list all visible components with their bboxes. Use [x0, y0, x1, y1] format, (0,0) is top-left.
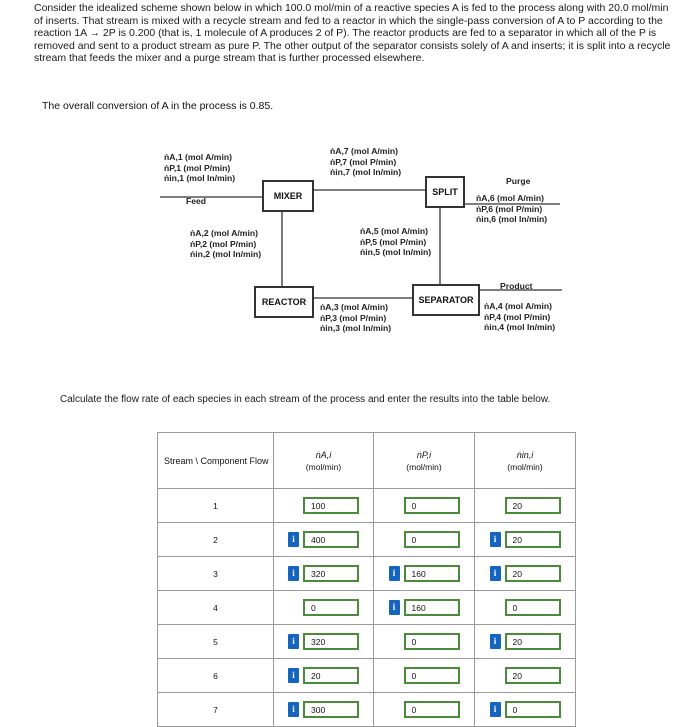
flow-cell-p	[374, 523, 475, 557]
stream7-label: ṅA,7 (mol A/min) ṅP,7 (mol P/min) ṅin,7 (mol In/min)	[330, 146, 402, 177]
flow-cell-a	[274, 523, 374, 557]
cell-wrapper	[475, 633, 575, 650]
cell-wrapper	[475, 667, 575, 684]
flow-input-a-stream-5[interactable]	[303, 633, 359, 650]
split-unit: SPLIT	[425, 176, 465, 208]
cell-wrapper	[475, 531, 575, 548]
flow-cell-a	[274, 659, 374, 693]
stream1-label: ṅA,1 (mol A/min) ṅP,1 (mol P/min) ṅin,1 (mol In/min)	[164, 152, 236, 183]
flow-cell-a	[274, 625, 374, 659]
flow-cell-in	[475, 659, 576, 693]
flow-input-in-stream-1[interactable]	[505, 497, 561, 514]
flow-cell-p	[374, 557, 475, 591]
flow-input-a-stream-4[interactable]	[303, 599, 359, 616]
col-header-p: ṅP,i (mol/min)	[374, 433, 475, 489]
table-row	[158, 625, 576, 659]
cell-wrapper	[475, 497, 575, 514]
info-icon[interactable]: i	[288, 668, 299, 683]
cell-wrapper	[274, 599, 373, 616]
stream2-label: ṅA,2 (mol A/min) ṅP,2 (mol P/min) ṅin,2 (mol In/min)	[190, 228, 262, 259]
overall-conversion-text: The overall conversion of A in the process is 0.85.	[42, 100, 274, 112]
info-icon[interactable]: i	[389, 566, 400, 581]
flow-input-in-stream-7[interactable]	[505, 701, 561, 718]
info-icon[interactable]: i	[389, 600, 400, 615]
flow-input-in-stream-4[interactable]	[505, 599, 561, 616]
info-icon[interactable]: i	[490, 702, 501, 717]
cell-wrapper	[274, 565, 373, 582]
flow-cell-a	[274, 557, 374, 591]
col-header-in: ṅin,i (mol/min)	[475, 433, 576, 489]
table-row	[158, 591, 576, 625]
cell-wrapper	[374, 565, 474, 582]
flow-cell-in	[475, 557, 576, 591]
stream-number: 6	[158, 659, 274, 693]
flow-cell-in	[475, 591, 576, 625]
flow-cell-p	[374, 489, 475, 523]
flow-input-p-stream-7[interactable]	[404, 701, 460, 718]
cell-wrapper	[374, 531, 474, 548]
cell-wrapper	[274, 531, 373, 548]
flow-input-in-stream-5[interactable]	[505, 633, 561, 650]
problem-text: Consider the idealized scheme shown below in which 100.0 mol/min of a reactive species A is fed to the process along with 20.0 mol/min of inserts. That stream is mixed with a recycle stream and fed to a reactor in which the single-pass conversion of A to P according to the reaction 1A → 2P is 0.200 (that is, 1 molecule of A produces 2 of P). The reactor products are fed to a separator in which all of the P is removed and sent to a product stream as pure P. The other output of the separator consists solely of A and inserts; it is split into a recycle stream that feeds the mixer and a purge stream that is further processed elsewhere.	[34, 2, 671, 65]
info-icon[interactable]: i	[490, 532, 501, 547]
flow-input-p-stream-3[interactable]	[404, 565, 460, 582]
corner-header: Stream \ Component Flow	[158, 433, 274, 489]
table-row	[158, 557, 576, 591]
cell-wrapper	[274, 497, 373, 514]
stream-number: 3	[158, 557, 274, 591]
cell-wrapper	[374, 667, 474, 684]
cell-wrapper	[274, 667, 373, 684]
purge-label: Purge	[506, 176, 531, 186]
instruction-text: Calculate the flow rate of each species in each stream of the process and enter the results into the table below.	[60, 394, 551, 405]
flow-input-in-stream-3[interactable]	[505, 565, 561, 582]
flow-input-p-stream-6[interactable]	[404, 667, 460, 684]
info-icon[interactable]: i	[288, 566, 299, 581]
mixer-unit: MIXER	[262, 180, 314, 212]
flow-input-p-stream-5[interactable]	[404, 633, 460, 650]
info-icon[interactable]: i	[288, 702, 299, 717]
cell-wrapper	[374, 599, 474, 616]
separator-unit: SEPARATOR	[412, 284, 480, 316]
stream-number: 5	[158, 625, 274, 659]
reactor-unit: REACTOR	[254, 286, 314, 318]
stream-number: 2	[158, 523, 274, 557]
table-row	[158, 489, 576, 523]
flow-input-in-stream-6[interactable]	[505, 667, 561, 684]
flow-table-body	[158, 489, 576, 727]
flow-cell-a	[274, 489, 374, 523]
flow-input-a-stream-3[interactable]	[303, 565, 359, 582]
stream3-label: ṅA,3 (mol A/min) ṅP,3 (mol P/min) ṅin,3 (mol In/min)	[320, 302, 392, 333]
flow-cell-in	[475, 625, 576, 659]
flow-input-p-stream-1[interactable]	[404, 497, 460, 514]
stream-number: 4	[158, 591, 274, 625]
flow-cell-a	[274, 591, 374, 625]
cell-wrapper	[475, 599, 575, 616]
flow-cell-a	[274, 693, 374, 727]
table-row	[158, 659, 576, 693]
flow-cell-in	[475, 489, 576, 523]
flow-cell-in	[475, 523, 576, 557]
stream-number: 7	[158, 693, 274, 727]
stream-number: 1	[158, 489, 274, 523]
feed-label: Feed	[186, 196, 207, 206]
stream5-label: ṅA,5 (mol A/min) ṅP,5 (mol P/min) ṅin,5 (mol In/min)	[360, 226, 432, 257]
cell-wrapper	[374, 701, 474, 718]
flow-cell-p	[374, 591, 475, 625]
table-row	[158, 693, 576, 727]
product-label: Product	[500, 281, 533, 291]
info-icon[interactable]: i	[288, 634, 299, 649]
flow-input-p-stream-2[interactable]	[404, 531, 460, 548]
cell-wrapper	[374, 633, 474, 650]
flow-input-a-stream-6[interactable]	[303, 667, 359, 684]
flow-input-a-stream-7[interactable]	[303, 701, 359, 718]
flow-cell-in	[475, 693, 576, 727]
table-row	[158, 523, 576, 557]
cell-wrapper	[374, 497, 474, 514]
cell-wrapper	[274, 633, 373, 650]
flow-input-in-stream-2[interactable]	[505, 531, 561, 548]
cell-wrapper	[475, 701, 575, 718]
info-icon[interactable]: i	[490, 634, 501, 649]
flow-input-p-stream-4[interactable]	[404, 599, 460, 616]
col-header-a: ṅA,i (mol/min)	[274, 433, 374, 489]
flow-cell-p	[374, 625, 475, 659]
flow-cell-p	[374, 659, 475, 693]
cell-wrapper	[475, 565, 575, 582]
flow-cell-p	[374, 693, 475, 727]
stream6-label: ṅA,6 (mol A/min) ṅP,6 (mol P/min) ṅin,6 (mol In/min)	[476, 193, 548, 224]
flow-input-a-stream-2[interactable]	[303, 531, 359, 548]
stream4-label: ṅA,4 (mol A/min) ṅP,4 (mol P/min) ṅin,4 (mol In/min)	[484, 301, 556, 332]
info-icon[interactable]: i	[288, 532, 299, 547]
cell-wrapper	[274, 701, 373, 718]
flow-rate-table	[157, 432, 576, 727]
flow-input-a-stream-1[interactable]	[303, 497, 359, 514]
info-icon[interactable]: i	[490, 566, 501, 581]
